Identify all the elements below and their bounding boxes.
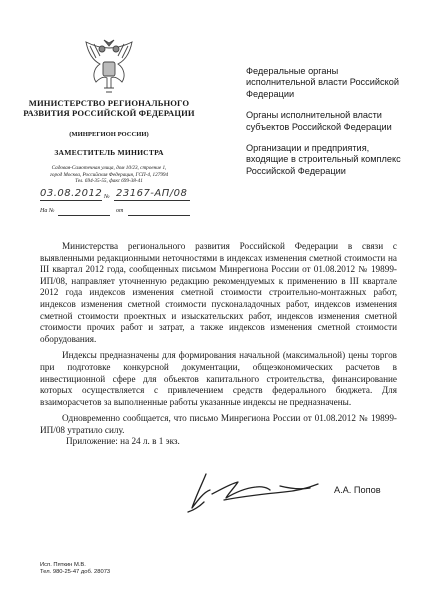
recipients-block — [246, 66, 406, 187]
ministry-title: МИНИСТЕРСТВО РЕГИОНАЛЬНОГО РАЗВИТИЯ РОССИЙСКОЙ ФЕДЕРАЦИИ — [23, 98, 195, 118]
recipient-2: Органы исполнительной власти субъектов Российской Федерации — [246, 110, 392, 132]
executor-block — [40, 562, 110, 577]
phone-fax: Тел. 694-35-55, факс 699-38-41 — [75, 178, 143, 185]
executor-phone: Тел. 980-25-47 доб. 28073 — [40, 569, 111, 576]
position-title: ЗАМЕСТИТЕЛЬ МИНИСТРА — [54, 148, 164, 157]
coat-of-arms-emblem — [80, 38, 138, 94]
address-line-2: город Москва, Российская Федерация, ГСП-4, 127994 — [49, 171, 169, 178]
enclosure-note: Приложение: на 24 л. в 1 экз. — [66, 436, 180, 446]
body-paragraph-1: Министерства регионального развития Российской Федерации в связи с выявленными редакционными неточностями в индексах изменения сметной стоимости на III квартал 2012 года, сообщенных письмом Минрегиона России от 01.08.2012 № 19899-ИП/08, направляет уточненную редакцию рекомендуемых к применению в III квартале 2012 года индексов изменения сметной стоимости строительно-монтажных работ, индексов изменения сметной стоимости пусконаладочных работ, индексов изменения сметной стоимости проектных и изыскательских работ, индексов изменения сметной стоимости прочих работ и затрат, а также индексов изменения сметной стоимости оборудования. — [40, 241, 397, 344]
ot-label: от — [116, 208, 124, 214]
address-block — [40, 165, 178, 185]
ref-number: 23167-АП/08 — [116, 188, 188, 199]
recipient-3: Организации и предприятия, входящие в строительный комплекс Российской Федерации — [246, 143, 401, 176]
incoming-reference-row — [40, 208, 190, 218]
handwritten-signature — [184, 470, 334, 518]
ministry-short-name: (МИНРЕГИОН РОССИИ) — [69, 131, 149, 138]
ot-line — [128, 215, 190, 216]
body-paragraph-2: Индексы предназначены для формирования начальной (максимальной) цены торгов при подготовке конкурсной документации, общеэкономических расчетов в инвестиционной сфере для объектов капитального строительства, финансирование которых осуществляется с привлечением средств федерального бюджета. Для взаиморасчетов за выполненные работы указанные индексы не предназначены. — [40, 350, 397, 407]
ref-date-line — [40, 200, 102, 201]
ref-date: 03.08.2012 — [40, 188, 103, 199]
ref-number-line — [114, 200, 190, 201]
address-line-1: Садовая-Самотечная улица, дом 10/23, строение 1, — [51, 165, 167, 171]
letter-body — [40, 241, 397, 442]
na-line — [58, 215, 110, 216]
executor-name: Исп. Пяткин М.В. — [40, 562, 86, 568]
body-paragraph-3: Одновременно сообщается, что письмо Минрегиона России от 01.08.2012 № 19899-ИП/08 утратило силу. — [40, 413, 397, 435]
recipient-1: Федеральные органы исполнительной власти Российской Федерации — [246, 66, 399, 99]
signer-name: А.А. Попов — [334, 485, 381, 495]
na-label: На № — [40, 208, 55, 214]
outgoing-reference-row — [40, 188, 190, 202]
ref-number-label: № — [104, 194, 110, 200]
